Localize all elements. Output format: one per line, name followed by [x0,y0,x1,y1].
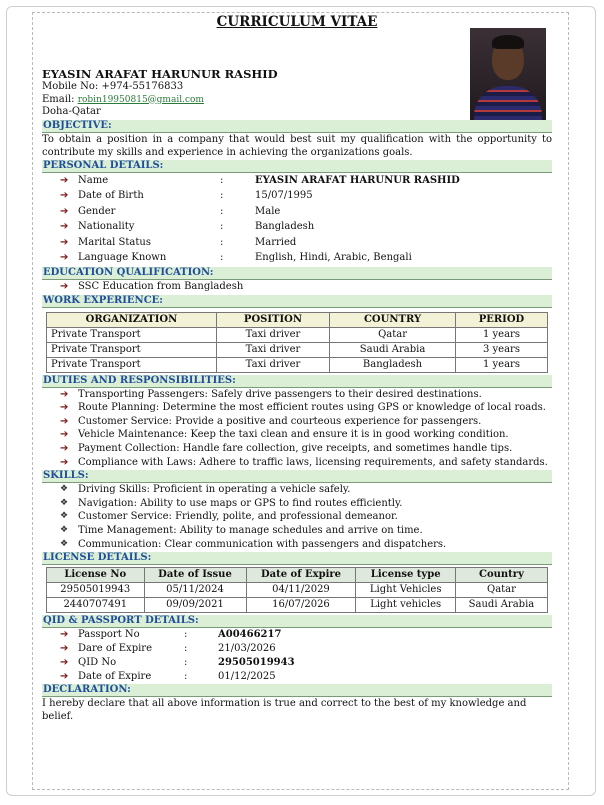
work-column-header: ORGANIZATION [47,312,217,327]
table-cell: 3 years [455,342,547,357]
table-row [47,357,548,372]
table-row [47,583,548,598]
arrow-bullet-icon: ➔ [60,456,69,468]
license-heading: LICENSE DETAILS: [42,552,552,565]
skills-list [60,483,552,551]
duty-item [60,442,552,456]
work-experience-table [46,312,548,373]
table-cell: Bangladesh [330,357,456,372]
email-label: Email: [42,93,78,105]
duty-text: Route Planning: Determine the most efficient routes using GPS or knowledge of local roads. [78,402,546,414]
table-cell: 1 years [455,327,547,342]
arrow-bullet-icon: ➔ [60,205,69,217]
personal-detail-row [60,188,552,204]
arrow-bullet-icon: ➔ [60,670,69,682]
work-experience-heading: WORK EXPERIENCE: [42,295,552,308]
duty-item [60,428,552,442]
colon-separator: : [184,642,188,654]
education-item [60,280,552,294]
qid-label: QID No [78,656,117,668]
skill-item [60,510,552,524]
detail-value: Male [255,205,281,217]
duty-item [60,388,552,402]
table-cell: Qatar [330,327,456,342]
license-column-header: Date of Issue [144,568,246,583]
education-list [60,280,552,294]
skill-item [60,497,552,511]
skill-text: Communication: Clear communication with passengers and dispatchers. [78,538,447,550]
detail-label: Date of Birth [78,190,144,202]
detail-label: Nationality [78,221,135,233]
personal-details-heading: PERSONAL DETAILS: [42,160,552,173]
qid-passport-heading: QID & PASSPORT DETAILS: [42,615,552,628]
colon-separator: : [220,205,224,217]
colon-separator: : [184,670,188,682]
table-cell: 29505019943 [47,583,145,598]
colon-separator: : [220,221,224,233]
skill-text: Navigation: Ability to use maps or GPS to find routes efficiently. [78,497,403,509]
table-cell: Private Transport [47,327,217,342]
diamond-bullet-icon: ❖ [60,484,69,495]
arrow-bullet-icon: ➔ [60,415,69,427]
objective-heading: OBJECTIVE: [42,120,552,133]
table-cell: 05/11/2024 [144,583,246,598]
education-heading: EDUCATION QUALIFICATION: [42,267,552,280]
duty-text: Transporting Passengers: Safely drive passengers to their desired destinations. [78,388,482,400]
duty-text: Payment Collection: Handle fare collection, give receipts, and sometimes handle tips. [78,443,513,455]
skill-item [60,483,552,497]
license-column-header: Date of Expire [246,568,356,583]
personal-detail-row [60,250,552,266]
table-cell: 04/11/2029 [246,583,356,598]
table-cell: Saudi Arabia [455,598,547,613]
qid-value: 01/12/2025 [218,670,276,682]
qid-value: 21/03/2026 [218,642,276,654]
diamond-bullet-icon: ❖ [60,511,69,522]
qid-passport-row [60,670,552,684]
arrow-bullet-icon: ➔ [60,402,69,414]
detail-label: Language Known [78,252,167,264]
table-cell: Qatar [455,583,547,598]
arrow-bullet-icon: ➔ [60,443,69,455]
arrow-bullet-icon: ➔ [60,642,69,654]
diamond-bullet-icon: ❖ [60,538,69,549]
work-column-header: PERIOD [455,312,547,327]
qid-passport-row [60,628,552,642]
personal-detail-row [60,204,552,220]
qid-passport-row [60,642,552,656]
detail-value: EYASIN ARAFAT HARUNUR RASHID [255,174,460,186]
detail-label: Marital Status [78,236,151,248]
detail-value: Married [255,236,297,248]
qid-passport-row [60,656,552,670]
skill-text: Driving Skills: Proficient in operating a vehicle safely. [78,484,351,496]
colon-separator: : [220,190,224,202]
qid-value: 29505019943 [218,656,295,668]
objective-text: To obtain a position in a company that would best suit my qualification with the opportunity to contribute my skills and experience in achieving the organizations goals. [42,133,552,158]
arrow-bullet-icon: ➔ [60,388,69,400]
arrow-bullet-icon: ➔ [60,174,69,186]
work-column-header: COUNTRY [330,312,456,327]
email-link[interactable]: robin19950815@gmail.com [77,94,204,105]
arrow-bullet-icon: ➔ [60,281,69,293]
table-cell: Taxi driver [216,342,329,357]
mobile-number: Mobile No: +974-55176833 [42,81,184,92]
table-cell: Taxi driver [216,357,329,372]
work-column-header: POSITION [216,312,329,327]
detail-value: Bangladesh [255,221,315,233]
colon-separator: : [220,174,224,186]
personal-detail-row [60,173,552,189]
declaration-text: I hereby declare that all above information is true and correct to the best of my knowledge and belief. [42,698,527,723]
skill-text: Time Management: Ability to manage schedules and arrive on time. [78,525,423,536]
declaration-heading: DECLARATION: [42,684,552,697]
table-cell: Private Transport [47,342,217,357]
detail-label: Name [78,174,109,186]
email-line [42,94,552,107]
duty-item [60,415,552,429]
location: Doha-Qatar [42,106,101,117]
arrow-bullet-icon: ➔ [60,429,69,441]
qid-passport-list [42,628,552,683]
personal-detail-row [60,219,552,235]
diamond-bullet-icon: ❖ [60,525,69,535]
detail-value: 15/07/1995 [255,190,313,202]
license-table [46,567,548,613]
skills-heading: SKILLS: [42,470,552,483]
skill-item [60,538,552,552]
arrow-bullet-icon: ➔ [60,252,69,264]
license-column-header: Country [455,568,547,583]
qid-value: A00466217 [218,629,282,641]
qid-label: Passport No [78,629,140,641]
table-cell: Private Transport [47,357,217,372]
arrow-bullet-icon: ➔ [60,236,69,248]
license-column-header: License type [356,568,455,583]
duty-item [60,456,552,470]
duties-list [60,388,552,470]
duty-text: Vehicle Maintenance: Keep the taxi clean and ensure it is in good working condition. [78,429,509,441]
table-cell: Taxi driver [216,327,329,342]
detail-label: Gender [78,205,116,217]
table-row [47,342,548,357]
duties-heading: DUTIES AND RESPONSIBILITIES: [42,375,552,388]
skill-text: Customer Service: Friendly, polite, and professional demeanor. [78,511,398,523]
table-row [47,327,548,342]
qid-label: Date of Expire [78,670,152,682]
personal-details-list [60,173,552,267]
candidate-name: EYASIN ARAFAT HARUNUR RASHID [42,67,278,81]
arrow-bullet-icon: ➔ [60,221,69,233]
colon-separator: : [184,629,188,641]
table-cell: 1 years [455,357,547,372]
arrow-bullet-icon: ➔ [60,629,69,641]
colon-separator: : [220,236,224,248]
education-text: SSC Education from Bangladesh [78,281,244,293]
cv-title: CURRICULUM VITAE [216,14,378,30]
table-cell: 2440707491 [47,598,145,613]
personal-detail-row [60,235,552,251]
detail-value: English, Hindi, Arabic, Bengali [255,252,412,264]
qid-label: Dare of Expire [78,642,152,654]
duty-item [60,401,552,415]
duty-text: Customer Service: Provide a positive and courteous experience for passengers. [78,415,482,427]
license-column-header: License No [47,568,145,583]
table-cell: 16/07/2026 [246,598,356,613]
arrow-bullet-icon: ➔ [60,656,69,668]
arrow-bullet-icon: ➔ [60,190,69,202]
table-row [47,598,548,613]
table-cell: Saudi Arabia [330,342,456,357]
colon-separator: : [184,656,188,668]
table-cell: 09/09/2021 [144,598,246,613]
skill-item [60,524,552,538]
duty-text: Compliance with Laws: Adhere to traffic laws, licensing requirements, and safety standards. [78,456,548,468]
diamond-bullet-icon: ❖ [60,497,69,508]
table-cell: Light Vehicles [356,583,455,598]
colon-separator: : [220,252,224,264]
cv-content [42,14,552,723]
table-cell: Light vehicles [356,598,455,613]
